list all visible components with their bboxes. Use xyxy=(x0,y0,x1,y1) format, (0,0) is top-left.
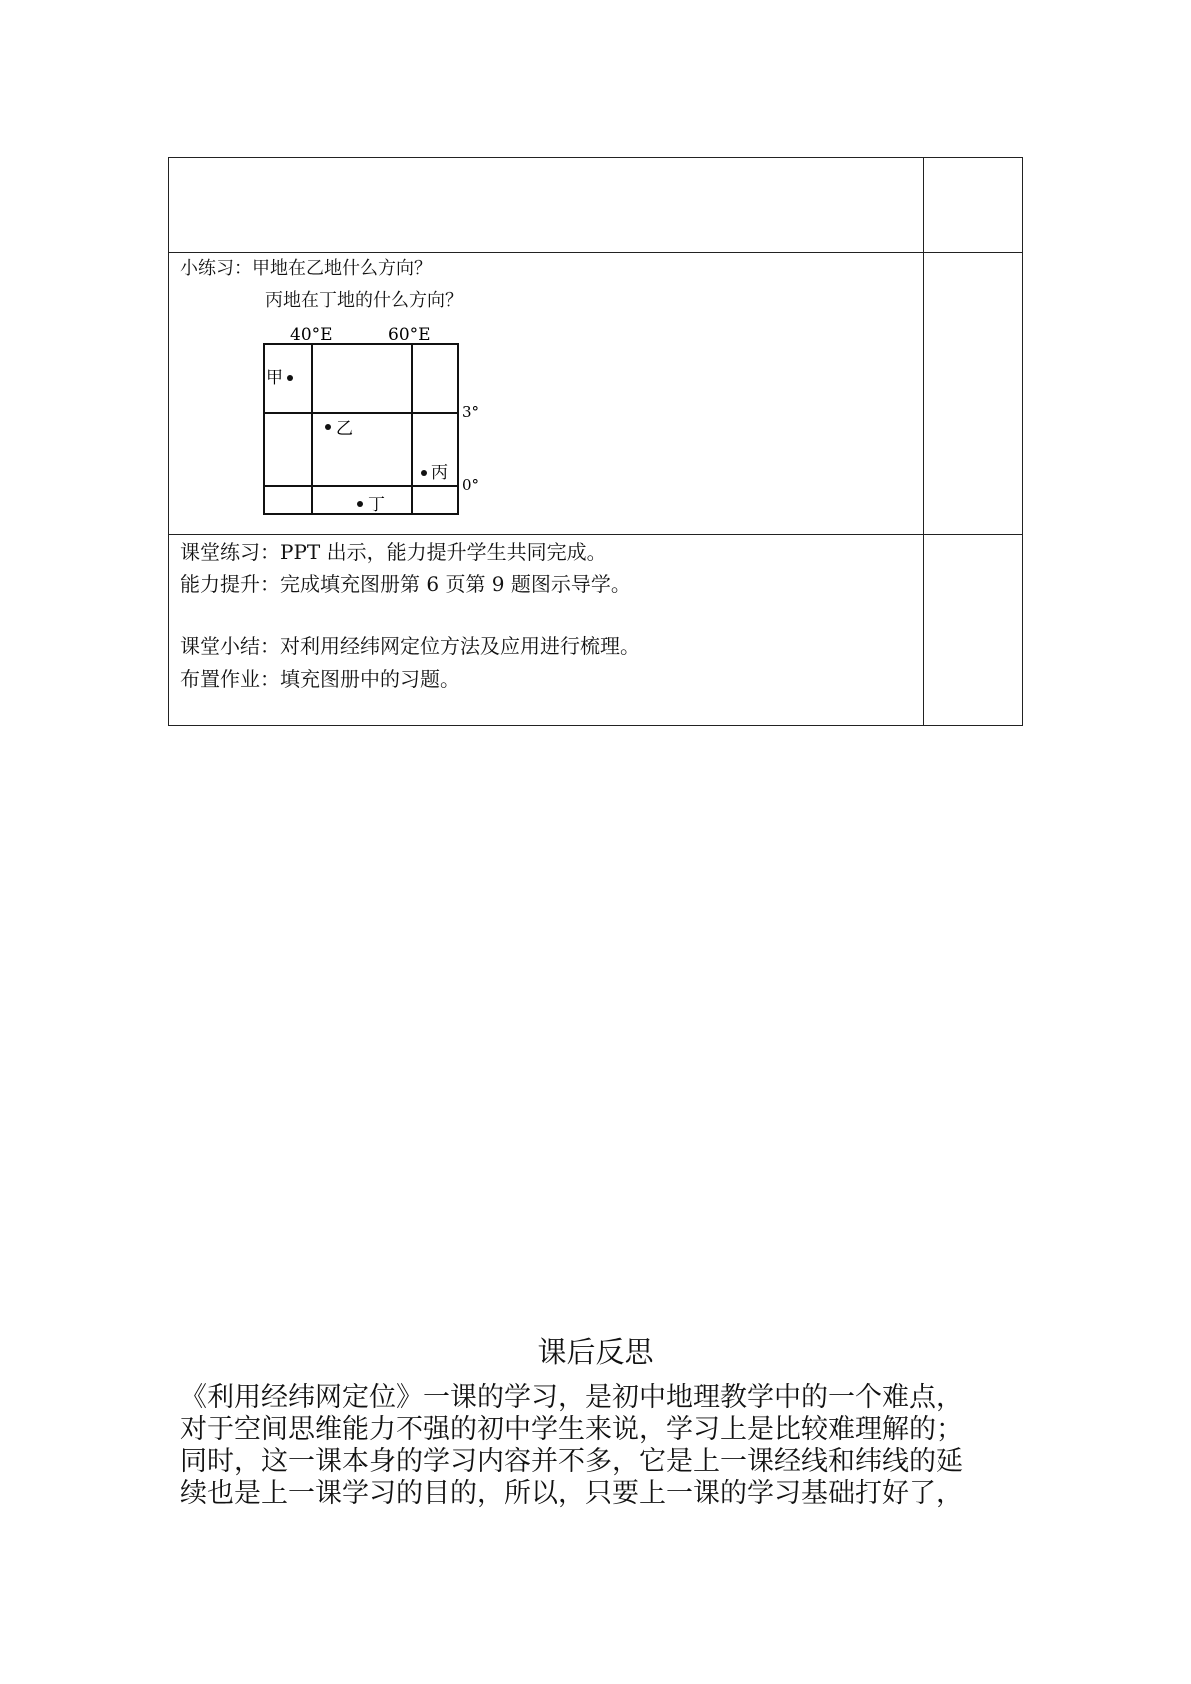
latlong-grid-map xyxy=(258,320,498,520)
point-jia-dot xyxy=(287,375,293,381)
exercise-question-1: 小练习：甲地在乙地什么方向？ xyxy=(180,258,432,279)
point-ding-dot xyxy=(357,501,363,507)
activity-class-practice: 课堂练习：PPT 出示，能力提升学生共同完成。 xyxy=(180,540,607,564)
point-bing-dot xyxy=(421,470,427,476)
lat-label-3: 3° xyxy=(462,403,480,421)
lon-label-60e: 60°E xyxy=(388,325,431,345)
lon-label-40e: 40°E xyxy=(290,325,333,345)
point-label-ding: 丁 xyxy=(368,495,385,515)
reflection-line: 续也是上一课学习的目的，所以，只要上一课的学习基础打好了， xyxy=(180,1478,963,1509)
reflection-body xyxy=(180,1382,1020,1510)
lat-label-0: 0° xyxy=(462,476,480,494)
row-divider xyxy=(169,252,1022,253)
row-divider xyxy=(169,534,1022,535)
point-label-jia: 甲 xyxy=(266,368,283,388)
exercise-question-2: 丙地在丁地的什么方向？ xyxy=(265,290,463,311)
reflection-line: 《利用经纬网定位》一课的学习，是初中地理教学中的一个难点， xyxy=(180,1382,963,1413)
reflection-line: 对于空间思维能力不强的初中学生来说，学习上是比较难理解的； xyxy=(180,1414,963,1445)
column-divider xyxy=(923,158,924,725)
point-label-yi: 乙 xyxy=(336,419,353,439)
grid-frame xyxy=(264,344,458,514)
activity-homework: 布置作业：填充图册中的习题。 xyxy=(180,667,460,691)
reflection-title: 课后反思 xyxy=(537,1335,654,1369)
reflection-line: 同时，这一课本身的学习内容并不多，它是上一课经线和纬线的延 xyxy=(180,1446,963,1477)
activity-summary: 课堂小结：对利用经纬网定位方法及应用进行梳理。 xyxy=(180,634,640,658)
point-label-bing: 丙 xyxy=(431,463,448,483)
point-yi-dot xyxy=(325,424,331,430)
activity-ability: 能力提升：完成填充图册第 6 页第 9 题图示导学。 xyxy=(180,572,631,596)
